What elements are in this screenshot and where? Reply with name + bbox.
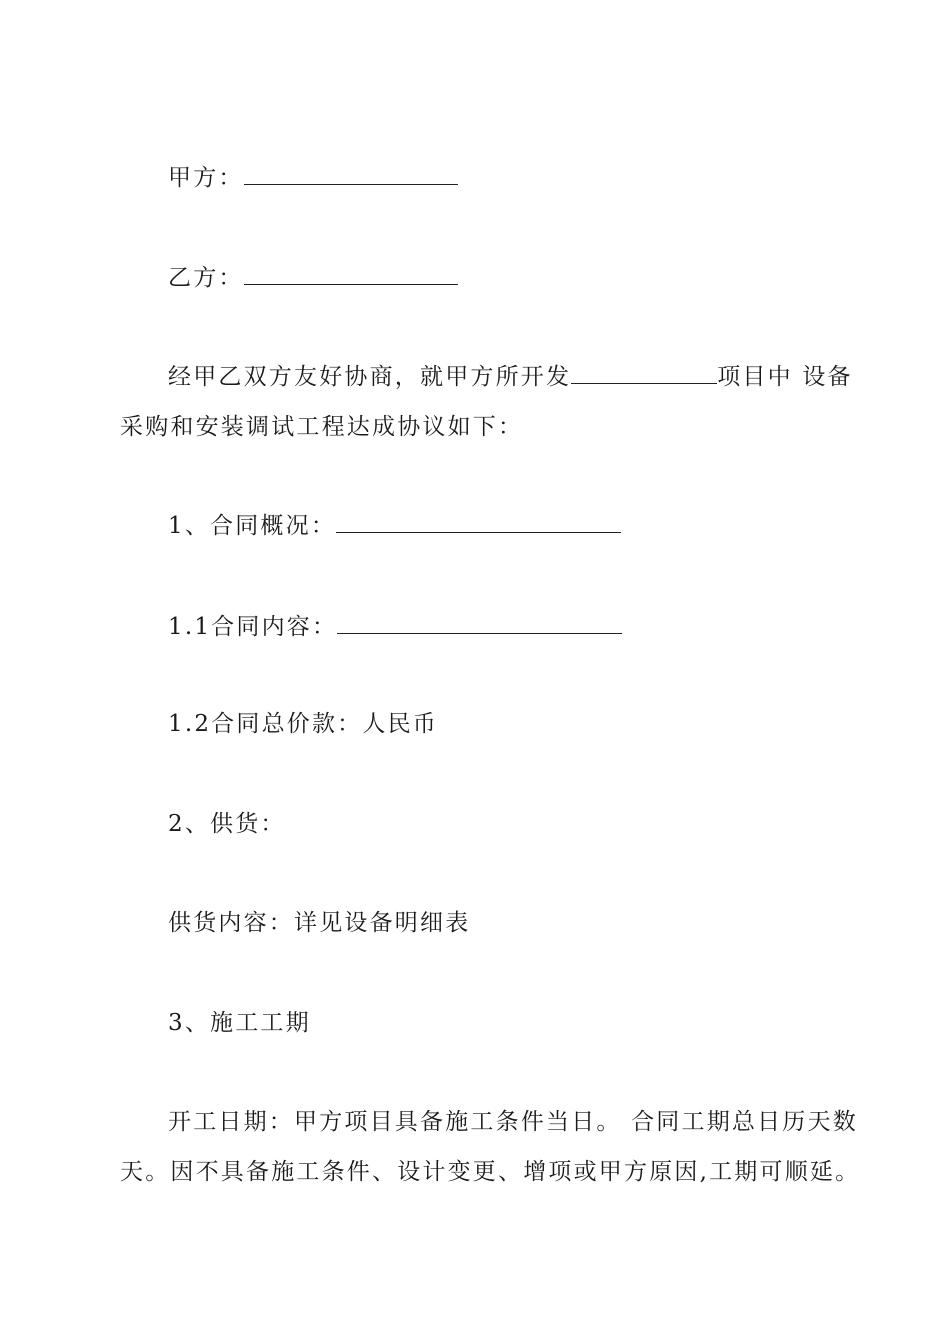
intro-line-2: 采购和安装调试工程达成协议如下： (120, 414, 524, 440)
section-1-1-line (168, 613, 622, 641)
section-1-line (168, 512, 621, 540)
intro-text-2: 项目中 设备 (717, 364, 853, 390)
party-a-label: 甲方： (168, 165, 244, 191)
party-b-label: 乙方： (168, 265, 244, 291)
section-1-label: 1、合同概况： (168, 513, 337, 539)
party-b-blank[interactable] (244, 264, 458, 285)
start-date-line-2: 天。因不具备施工条件、设计变更、增项或甲方原因,工期可顺延。 (120, 1159, 861, 1185)
contract-content-blank[interactable] (337, 613, 622, 634)
supply-content-line: 供货内容：详见设备明细表 (168, 910, 471, 936)
section-2-heading: 2、供货： (168, 811, 286, 837)
section-3-heading: 3、施工工期 (168, 1010, 311, 1036)
party-a-line (168, 164, 458, 192)
section-1-1-label: 1.1合同内容： (168, 614, 338, 640)
contract-overview-blank[interactable] (336, 512, 621, 533)
intro-text-1: 经甲乙双方友好协商，就甲方所开发 (168, 364, 572, 390)
intro-line-1 (168, 363, 853, 391)
section-1-2-line: 1.2合同总价款：人民币 (168, 711, 438, 737)
start-date-line-1: 开工日期：甲方项目具备施工条件当日。 合同工期总日历天数 (168, 1109, 858, 1135)
project-name-blank[interactable] (571, 363, 717, 384)
party-b-line (168, 264, 458, 292)
party-a-blank[interactable] (244, 164, 458, 185)
